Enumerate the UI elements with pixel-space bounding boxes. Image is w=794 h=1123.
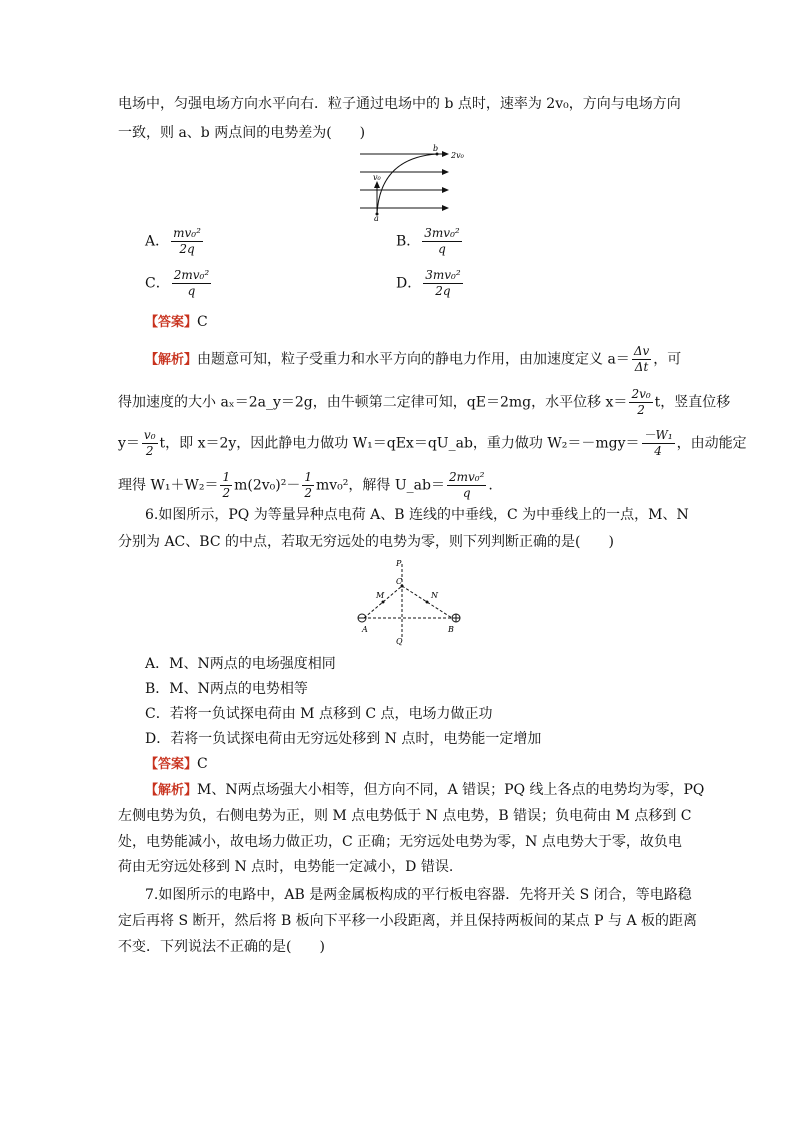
- q7-stem-line2: 定后再将 S 断开，然后将 B 板向下平移一小段距离，并且保持两板间的某点 P 与 A 板的距离: [118, 913, 698, 929]
- q5-explanation-line2: 得加速度的大小 aₓ＝2a_y＝2g，由牛顿第二定律可知，qE＝2mg，水平位移 x＝ $\frac{\text{2v₀}}{2}$ t，竖直位移: [118, 387, 731, 417]
- q5-option-c: C． $\frac{\text{2mv₀²}}{q}$: [145, 268, 210, 298]
- q7-stem-line1: 7.如图所示的电路中，AB 是两金属板构成的平行板电容器．先将开关 S 闭合，等电路稳: [145, 887, 692, 903]
- q6-option-b: B．M、N两点的电势相等: [145, 681, 308, 697]
- point-n: [426, 601, 429, 604]
- label-q: Q: [396, 637, 403, 646]
- q6-option-d: D．若将一负试探电荷由无穷远处移到 N 点时，电势能一定增加: [145, 731, 542, 747]
- label-n: N: [431, 591, 438, 600]
- q5-intro-line2: 一致，则 a、b 两点间的电势差为( ): [118, 125, 366, 141]
- q7-stem-line3: 不变．下列说法不正确的是( ): [118, 939, 325, 955]
- q5-explanation-line1: 【解析】由题意可知，粒子受重力和水平方向的静电力作用，由加速度定义 a＝ $\frac{\Delta v}{\Delta t}$ ，可: [145, 344, 682, 374]
- q6-answer: 【答案】C: [145, 756, 208, 772]
- q6-option-c: C．若将一负试探电荷由 M 点移到 C 点，电场力做正功: [145, 706, 493, 722]
- q5-explanation-line4: 理得 W₁＋W₂＝ $\frac{1}{2}$ m(2v₀)²－ $\frac{1}{2}$ mv₀²，解得 U_ab＝ $\frac{\text{2mv₀²}}{q}$ .: [118, 470, 493, 500]
- q6-stem-line2: 分别为 AC、BC 的中点，若取无穷远处的电势为零，则下列判断正确的是( ): [118, 534, 614, 550]
- q6-explanation-line3: 处，电势能减小，故电场力做正功，C 正确；无穷远处电势为零，N 点电势大于零，故负电: [118, 834, 682, 850]
- q5-option-d: D． $\frac{\text{3mv₀²}}{2q}$: [396, 268, 461, 298]
- q5-answer: 【答案】C: [145, 314, 208, 330]
- label-b: B: [448, 625, 454, 634]
- label-c: C: [396, 577, 403, 586]
- q6-explanation-line2: 左侧电势为负，右侧电势为正，则 M 点电势低于 N 点电势，B 错误；负电荷由 M 点移到 C: [118, 808, 692, 824]
- q6-explanation-line1: 【解析】M、N两点场强大小相等，但方向不同，A 错误；PQ 线上各点的电势均为零，PQ: [145, 782, 705, 798]
- q6-stem-line1: 6.如图所示，PQ 为等量异种点电荷 A、B 连线的中垂线，C 为中垂线上的一点，M、N: [145, 507, 689, 523]
- label-2v0: 2v₀: [451, 151, 464, 160]
- label-p: P: [396, 559, 402, 568]
- q6-figure: [352, 556, 462, 648]
- label-a: A: [362, 625, 368, 634]
- q6-option-a: A．M、N两点的电场强度相同: [145, 656, 336, 672]
- q5-intro-line1: 电场中，匀强电场方向水平向右．粒子通过电场中的 b 点时，速率为 2v₀，方向与电场方向: [118, 96, 681, 112]
- q6-explanation-line4: 荷由无穷远处移到 N 点时，电势能一定减小，D 错误.: [118, 859, 454, 875]
- label-a: a: [374, 214, 379, 222]
- label-m: M: [376, 591, 385, 600]
- q5-explanation-line3: y＝ $\frac{\text{v₀}}{2}$ t，即 x＝2y，因此静电力做功 W₁＝qEx＝qU_ab，重力做功 W₂＝－mgy＝ $\frac{\text{－W₁}}{4}$ ，由动能定: [118, 428, 747, 458]
- q5-option-b: B． $\frac{\text{3mv₀²}}{q}$: [396, 226, 460, 256]
- q5-option-a: A． $\frac{\text{mv₀²}}{2q}$: [145, 226, 201, 256]
- label-v0: v₀: [373, 173, 381, 182]
- label-b: b: [433, 144, 439, 153]
- point-m: [382, 601, 385, 604]
- trajectory-curve: [377, 154, 437, 214]
- q5-figure: [355, 144, 475, 222]
